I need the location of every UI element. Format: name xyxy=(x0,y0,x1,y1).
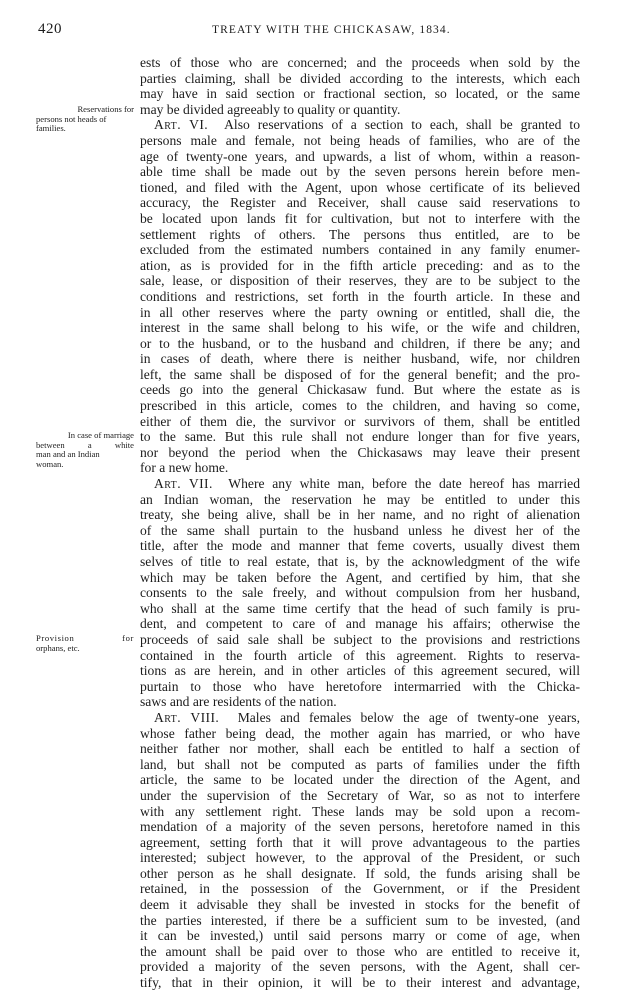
text-line: land, but shall not be computed as parts of families under the fifth xyxy=(140,756,580,772)
text-line: tify, that in their opinion, it will be to their interest and advantage, xyxy=(140,975,580,991)
article-first-line: Males and females below the age of twenty-one years, xyxy=(237,709,581,725)
text-line: treaty, she being alive, shall be in her name, and no right of alienation xyxy=(140,507,580,523)
margin-note-line: man and an Indian xyxy=(36,449,100,460)
text-line: parties claiming, shall be divided according to the interests, which each xyxy=(140,70,580,86)
text-line xyxy=(140,710,580,726)
margin-note-line: families. xyxy=(36,123,66,134)
article-vi xyxy=(140,117,580,476)
text-line: retained, in the possession of the Government, or if the President xyxy=(140,881,580,897)
text-line: tions as are herein, and in other articles of this agreement secured, will xyxy=(140,663,580,679)
text-line: the amount shall be paid over to those who are entitled to receive it, xyxy=(140,943,580,959)
text-line: whose father being dead, the mother again has married, or who have xyxy=(140,725,580,741)
text-line: of the same shall purtain to the husband unless he divest her of the xyxy=(140,522,580,538)
text-line: saws and are residents of the nation. xyxy=(140,694,337,710)
text-line: tioned, and filed with the Agent, upon whose certificate of its believed xyxy=(140,179,580,195)
margin-note-line: Provision for xyxy=(36,633,134,643)
margin-note-marriage xyxy=(36,431,134,469)
text-line: ceeds go into the general Chickasaw fund. But where the estate as is xyxy=(140,382,580,398)
margin-note-line: In case of marriage xyxy=(67,430,134,440)
text-line: persons male and female, not being heads of families, who are of the xyxy=(140,132,580,148)
margin-note-line: between a white xyxy=(36,439,134,450)
text-line: nor beyond the period when the Chickasaws may leave their present xyxy=(140,444,580,460)
article-viii xyxy=(140,710,580,991)
text-line: sale, lease, or disposition of their reserves, they are to be subject to the xyxy=(140,273,580,289)
text-line: consents to the sale freely, and without compulsion from her husband, xyxy=(140,585,580,601)
text-line: purtain to those who have heretofore intermarried with the Chicka- xyxy=(140,678,580,694)
text-line: or to the husband, or to the husband and children, if there be any; and xyxy=(140,335,580,351)
text-line: article, the same to be located under the direction of the Agent, and xyxy=(140,772,580,788)
text-line: be located upon lands fit for cultivation, but not to interfere with the xyxy=(140,210,580,226)
text-line: interested; subject however, to the approval of the President, or such xyxy=(140,850,580,866)
text-line: agreement, setting forth that it will prove advantageous to the parties xyxy=(140,834,580,850)
text-line: settlement rights of others. The persons thus entitled, are to be xyxy=(140,226,580,242)
article-label: Art. VIII. xyxy=(154,709,220,725)
margin-note-orphans xyxy=(36,634,134,653)
margin-note-line: woman. xyxy=(36,458,64,469)
margin-note-line: orphans, etc. xyxy=(36,642,80,653)
text-line: ests of those who are concerned; and the proceeds when sold by the xyxy=(140,55,580,70)
text-line: interest in the same shall belong to his wife, or the wife and children, xyxy=(140,320,580,336)
text-line: age of twenty-one years, and upwards, a list of whom, within a reason- xyxy=(140,148,580,164)
text-line: either of them die, the survivor or survivors of them, shall be entitled xyxy=(140,413,580,429)
text-line xyxy=(140,117,580,133)
text-line: ation, as is provided for in the fifth article preceding: and as to the xyxy=(140,257,580,273)
margin-note-line: Reservations for xyxy=(77,104,134,114)
text-line: to the same. But this rule shall not endure longer than for five years, xyxy=(140,429,580,445)
text-line: for a new home. xyxy=(140,460,229,476)
text-line: neither father nor mother, shall each be entitled to half a section of xyxy=(140,741,580,757)
article-vii xyxy=(140,476,580,710)
text-line: it can be invested,) until said persons marry or come of age, when xyxy=(140,928,580,944)
paragraph-continuation xyxy=(140,55,580,117)
text-line: in cases of death, where there is neither husband, wife, nor children xyxy=(140,351,580,367)
treaty-body-text xyxy=(140,55,580,991)
article-label: Art. VI. xyxy=(154,117,209,133)
margin-note-reservations xyxy=(36,105,134,134)
margin-note-line: persons not heads of xyxy=(36,113,107,124)
article-label: Art. VII. xyxy=(154,476,213,492)
text-line: deem it advisable they shall be invested in stocks for the benefit of xyxy=(140,897,580,913)
text-line: with any settlement right. These lands may be sold upon a recom- xyxy=(140,803,580,819)
text-line: provided a majority of the seven persons, with the Agent, shall cer- xyxy=(140,959,580,975)
text-line: proceeds of said sale shall be subject to the provisions and restrictions xyxy=(140,631,580,647)
article-first-line: Also reservations of a section to each, shall be granted to xyxy=(224,117,580,133)
page-number: 420 xyxy=(38,21,62,37)
text-line: excluded from the estimated numbers contained in any family enumer- xyxy=(140,242,580,258)
text-line xyxy=(140,476,580,492)
text-line: may be divided agreeably to quality or quantity. xyxy=(140,101,401,117)
text-line: conditions and restrictions, set forth in the fourth article. In these and xyxy=(140,288,580,304)
text-line: able time shall be made out by the seven persons herein before men- xyxy=(140,164,580,180)
text-line: who shall at the same time certify that the head of such family is pru- xyxy=(140,600,580,616)
running-header-title: TREATY WITH THE CHICKASAW, 1834. xyxy=(212,24,451,36)
text-line: left, the same shall be disposed of for the general benefit; and the pro- xyxy=(140,366,580,382)
text-line: the parties interested, if there be a sufficient sum to be invested, (and xyxy=(140,912,580,928)
text-line: accuracy, the Register and Receiver, shall cause said reservations to xyxy=(140,195,580,211)
article-first-line: Where any white man, before the date hereof has married xyxy=(228,476,580,492)
text-line: selves of title to real estate, that is, by the acknowledgment of the wife xyxy=(140,554,580,569)
text-line: mendation of a majority of the seven persons, heretofore named in this xyxy=(140,819,580,835)
text-line: under the supervision of the Secretary of War, so as not to interfere xyxy=(140,787,580,803)
text-line: contained in the fourth article of this agreement. Rights to reserva- xyxy=(140,647,580,663)
text-line: an Indian woman, the reservation he may be entitled to under this xyxy=(140,491,580,507)
text-line: prescribed in this article, comes to the children, and having so come, xyxy=(140,398,580,414)
text-line: which may be taken before the Agent, and certified by him, that she xyxy=(140,569,580,585)
text-line: dent, and competent to care of and manage his affairs; otherwise the xyxy=(140,616,580,632)
text-line: may have in said section or fractional section, so located, or the same xyxy=(140,86,580,102)
text-line: in all other reserves where the party owning or entitled, shall die, the xyxy=(140,304,580,320)
text-line: title, after the mode and manner that feme coverts, usually divest them xyxy=(140,538,580,554)
text-line: other person as he shall designate. If sold, the funds arising shall be xyxy=(140,865,580,881)
